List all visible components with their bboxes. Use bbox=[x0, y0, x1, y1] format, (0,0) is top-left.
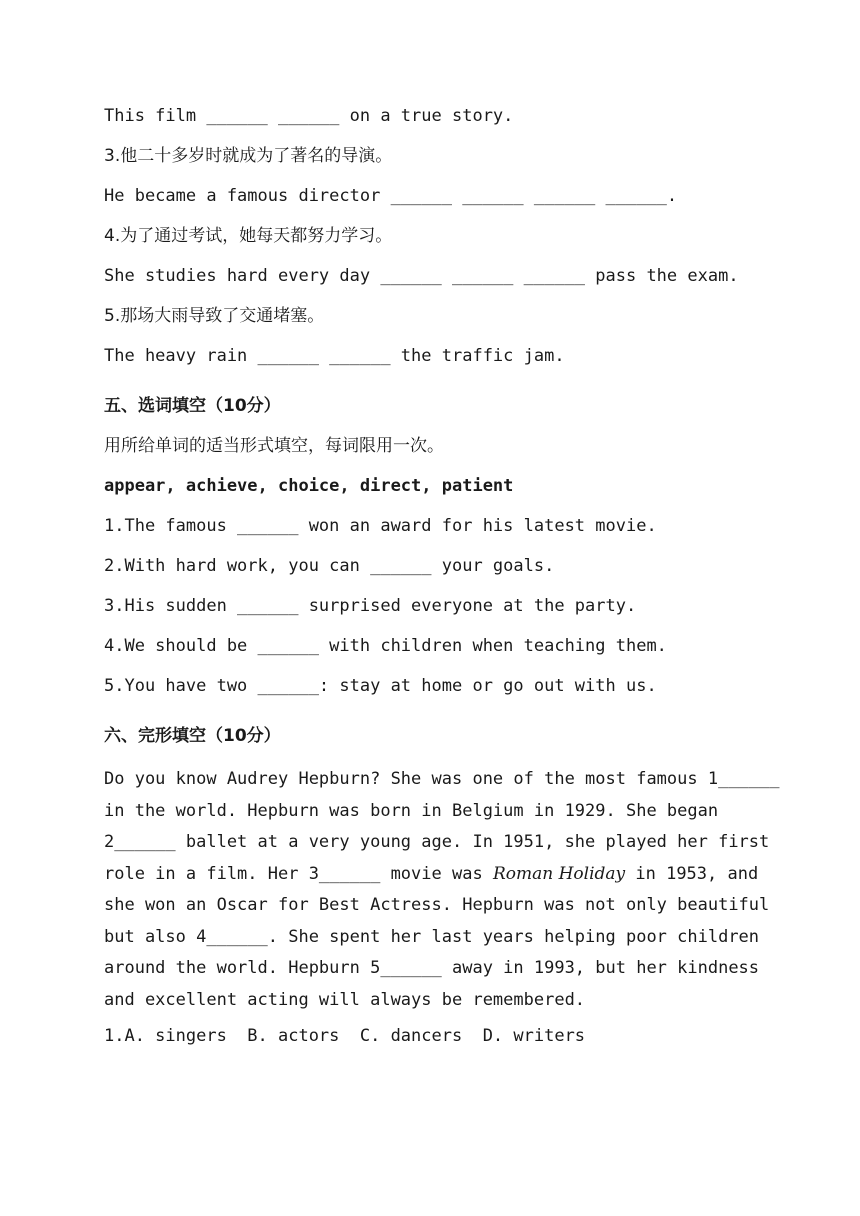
translation-q3-chinese: 3.他二十多岁时就成为了著名的导演。 bbox=[104, 146, 393, 166]
translation-q2-english: This film ______ ______ on a true story. bbox=[104, 106, 514, 126]
cloze-passage-part2: in 1953, and she won an Oscar for Best Actress. Hepburn was not only beautiful but also 4______. She spent her last years helping poor children around the world. Hepburn 5______ away in 1993, but her kindness and excellent acting will always be remembered. bbox=[104, 863, 770, 1010]
translation-q4-chinese: 4.为了通过考试，她每天都努力学习。 bbox=[104, 226, 393, 246]
translation-q3-english: He became a famous director ______ ______ ______ ______. bbox=[104, 186, 678, 206]
section5-title: 五、选词填空（10分） bbox=[104, 396, 281, 416]
section5-word-bank: appear, achieve, choice, direct, patient bbox=[104, 476, 514, 496]
translation-q5-chinese: 5.那场大雨导致了交通堵塞。 bbox=[104, 306, 325, 326]
worksheet-page bbox=[104, 104, 794, 1048]
section5-instruction: 用所给单词的适当形式填空，每词限用一次。 bbox=[104, 436, 444, 456]
section5-item-2: 2.With hard work, you can ______ your goals. bbox=[104, 556, 555, 576]
section5-item-3: 3.His sudden ______ surprised everyone at the party. bbox=[104, 596, 637, 616]
translation-q5-english: The heavy rain ______ ______ the traffic jam. bbox=[104, 346, 565, 366]
cloze-passage bbox=[104, 764, 794, 1016]
section5-item-4: 4.We should be ______ with children when teaching them. bbox=[104, 636, 667, 656]
section5-item-1: 1.The famous ______ won an award for his latest movie. bbox=[104, 516, 657, 536]
cloze-passage-movie-title: Roman Holiday bbox=[492, 863, 626, 884]
cloze-passage-part1: Do you know Audrey Hepburn? She was one of the most famous 1______ in the world. Hepburn was born in Belgium in 1929. She began 2______ ballet at a very young age. In 1951, she played her first role in a film. Her 3______ movie was bbox=[104, 769, 780, 884]
translation-q4-english: She studies hard every day ______ ______ ______ pass the exam. bbox=[104, 266, 739, 286]
section6-title: 六、完形填空（10分） bbox=[104, 726, 281, 746]
section5-item-5: 5.You have two ______: stay at home or go out with us. bbox=[104, 676, 657, 696]
cloze-question-1: 1.A. singers B. actors C. dancers D. writers bbox=[104, 1026, 586, 1046]
